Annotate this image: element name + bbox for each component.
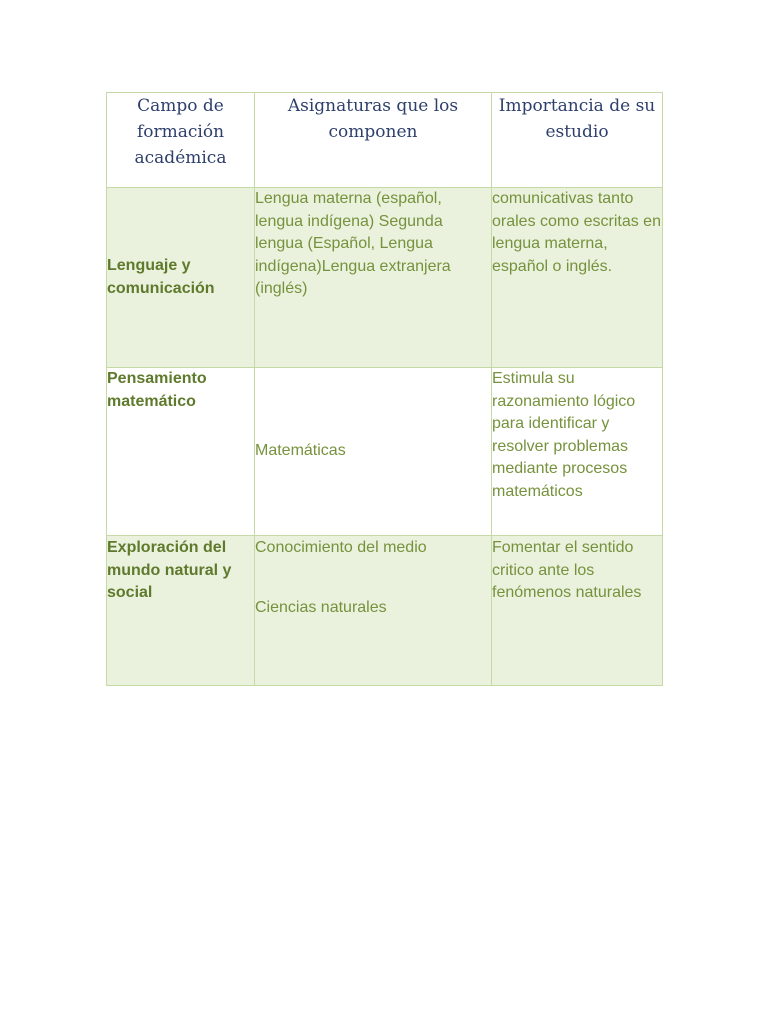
subjects-cell: [255, 536, 492, 686]
header-field: Campo de formación académica: [107, 93, 255, 188]
table-row: [107, 536, 663, 686]
header-importance: Importancia de su estudio: [492, 93, 663, 188]
subjects-text-2: Ciencias naturales: [255, 598, 387, 616]
subjects-cell: [255, 188, 492, 368]
importance-cell: [492, 536, 663, 686]
importance-cell: [492, 368, 663, 536]
table-header-row: [107, 93, 663, 188]
curriculum-table: [106, 92, 663, 686]
subjects-text: Lengua materna (español, lengua indígena) Segunda lengua (Español, Lengua indígena)Lengua extranjera (inglés): [255, 190, 451, 297]
subjects-text-1: Conocimiento del medio: [255, 539, 427, 556]
field-cell: [107, 536, 255, 686]
field-label: Pensamiento matemático: [107, 370, 207, 410]
subjects-cell: [255, 368, 492, 536]
field-cell: [107, 368, 255, 536]
header-subjects: Asignaturas que los componen: [255, 93, 492, 188]
importance-text: Fomentar el sentido critico ante los fenómenos naturales: [492, 539, 642, 601]
spacer: [255, 560, 491, 597]
field-cell: [107, 188, 255, 368]
table-row: [107, 188, 663, 368]
field-label: Exploración del mundo natural y social: [107, 539, 232, 601]
table-row: [107, 368, 663, 536]
importance-cell: [492, 188, 663, 368]
importance-text: comunicativas tanto orales como escritas en lengua materna, español o inglés.: [492, 190, 661, 275]
importance-text: Estimula su razonamiento lógico para identificar y resolver problemas mediante procesos matemáticos: [492, 370, 636, 500]
subjects-text: Matemáticas: [255, 442, 346, 460]
field-label: Lenguaje y comunicación: [107, 257, 215, 297]
